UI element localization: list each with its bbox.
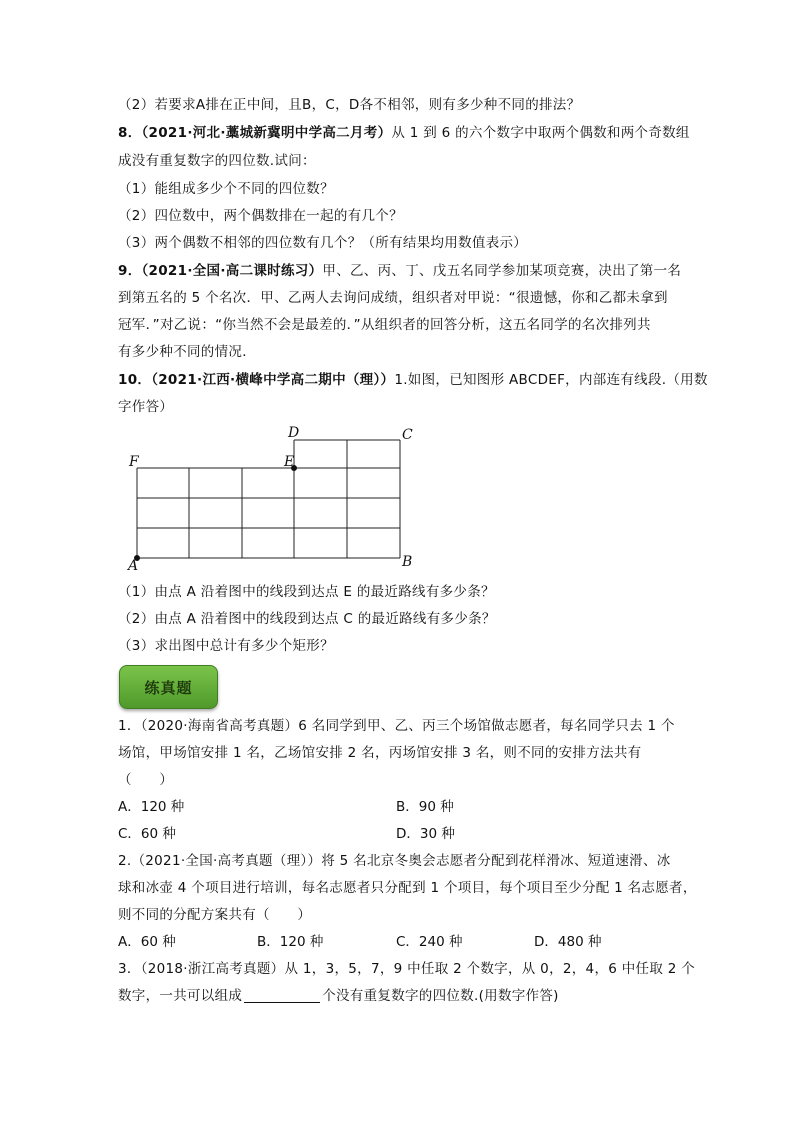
real-problem-2-option-b: B．120 种: [257, 934, 324, 950]
question-7-part-2: （2）若要求A排在正中间，且B，C，D各不相邻，则有多少种不同的排法？: [118, 97, 581, 113]
question-10-number: 10．: [118, 372, 152, 388]
real-problem-1-line-1: 1．（2020·海南省高考真题）6 名同学到甲、乙、丙三个场馆做志愿者，每名同学只去 1 个: [118, 718, 675, 734]
label-b: B: [402, 554, 413, 570]
question-8-text: 从 1 到 6 的六个数字中取两个偶数和两个奇数组: [391, 125, 690, 141]
real-problem-2-line-2: 球和冰壶 4 个项目进行培训，每名志愿者只分配到 1 个项目，每个项目至少分配 1 名志愿者，: [118, 880, 697, 896]
question-10-part-3: （3）求出图中总计有多少个矩形？: [118, 638, 334, 654]
question-10-text: 1.如图，已知图形 ABCDEF，内部连有线段.（用数: [394, 372, 708, 388]
question-8-part-1: （1）能组成多少个不同的四位数？: [118, 181, 334, 197]
section-badge: [119, 665, 218, 709]
real-problem-2-option-a: A．60 种: [118, 934, 176, 950]
question-8-source: （2021·河北·藁城新冀明中学高二月考）: [141, 125, 392, 141]
label-f: F: [129, 454, 139, 470]
real-problem-3-text-b: 个没有重复数字的四位数.(用数字作答): [322, 988, 559, 1004]
question-9-number: 9．: [118, 263, 142, 279]
question-8-part-2: （2）四位数中，两个偶数排在一起的有几个？: [118, 208, 403, 224]
real-problem-1-line-2: 场馆，甲场馆安排 1 名，乙场馆安排 2 名，丙场馆安排 3 名，则不同的安排方法共有: [118, 745, 642, 761]
question-8-number: 8．: [118, 125, 142, 141]
grid-lines: [137, 440, 400, 558]
question-9-text: 甲、乙、丙、丁、戊五名同学参加某项竞赛，决出了第一名: [322, 263, 682, 279]
real-problem-1-option-d: D．30 种: [396, 826, 455, 842]
label-e: E: [284, 454, 295, 470]
real-problem-3-line-2: [118, 986, 559, 1006]
answer-blank[interactable]: [244, 988, 320, 1003]
real-problem-2-line-1: 2.（2021·全国·高考真题（理））将 5 名北京冬奥会志愿者分配到花样滑冰、短道速滑、冰: [118, 853, 671, 869]
real-problem-2-option-d: D．480 种: [534, 934, 602, 950]
question-10-line-1: [118, 370, 708, 390]
question-10-part-2: （2）由点 A 沿着图中的线段到达点 C 的最近路线有多少条？: [118, 611, 496, 627]
real-problem-1-option-b: B．90 种: [396, 799, 454, 815]
question-8-line-1: [118, 123, 690, 143]
real-problem-2-option-c: C．240 种: [396, 934, 463, 950]
section-badge-label: 练真题: [144, 679, 193, 697]
question-9-line-1: [118, 261, 681, 281]
question-10-line-2: 字作答）: [118, 399, 174, 415]
question-10-source: （2021·江西·横峰中学高二期中（理））: [151, 372, 395, 388]
question-8-part-3: （3）两个偶数不相邻的四位数有几个？（所有结果均用数值表示）: [118, 235, 528, 251]
real-problem-1-line-3: （ ）: [118, 772, 174, 788]
question-9-line-2: 到第五名的 5 个名次．甲、乙两人去询问成绩，组织者对甲说：“很遗憾，你和乙都未拿到: [118, 290, 668, 306]
label-d: D: [288, 425, 300, 441]
label-a: A: [128, 558, 139, 574]
label-c: C: [402, 427, 413, 443]
question-9-source: （2021·全国·高二课时练习）: [141, 263, 323, 279]
real-problem-1-option-a: A．120 种: [118, 799, 185, 815]
question-8-line-2: 成没有重复数字的四位数.试问：: [118, 153, 316, 169]
question-9-line-3: 冠军．”对乙说：“你当然不会是最差的．”从组织者的回答分析，这五名同学的名次排列共: [118, 317, 651, 333]
real-problem-3-text-a: 数字，一共可以组成: [118, 988, 243, 1004]
question-10-part-1: （1）由点 A 沿着图中的线段到达点 E 的最近路线有多少条？: [118, 584, 495, 600]
real-problem-1-option-c: C．60 种: [118, 826, 176, 842]
real-problem-2-line-3: 则不同的分配方案共有（ ）: [118, 907, 312, 923]
real-problem-3-line-1: 3．（2018·浙江高考真题）从 1，3，5，7，9 中任取 2 个数字，从 0，2，4，6 中任取 2 个: [118, 961, 695, 977]
grid-figure: [120, 420, 420, 575]
question-9-line-4: 有多少种不同的情况．: [118, 344, 256, 360]
